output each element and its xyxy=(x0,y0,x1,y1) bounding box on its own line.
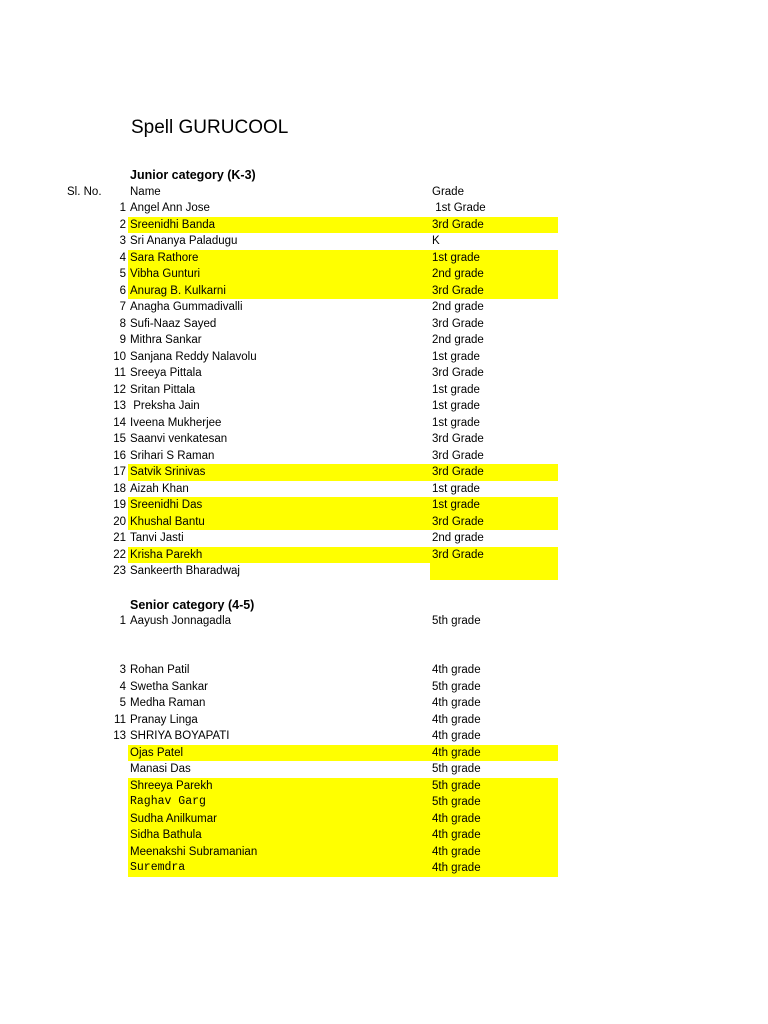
grade-cell: 1st Grade xyxy=(432,202,486,214)
column-header-name: Name xyxy=(130,186,161,198)
serial-number-cell: 6 xyxy=(119,284,126,297)
table-row xyxy=(0,481,768,498)
grade-cell: 1st grade xyxy=(432,251,480,264)
serial-number-cell: 16 xyxy=(113,449,126,462)
table-row xyxy=(0,745,768,762)
serial-number-cell: 3 xyxy=(119,235,126,247)
table-row xyxy=(0,778,768,795)
name-cell: Vibha Gunturi xyxy=(130,268,201,280)
name-cell: Sara Rathore xyxy=(130,251,199,264)
serial-number-cell: 23 xyxy=(113,565,126,577)
table-row xyxy=(0,695,768,712)
grade-cell: 1st grade xyxy=(432,400,480,412)
table-row xyxy=(0,283,768,300)
table-row xyxy=(0,448,768,465)
serial-number-cell: 21 xyxy=(113,532,126,544)
serial-number-cell: 20 xyxy=(113,515,126,528)
serial-number-cell: 18 xyxy=(113,482,126,495)
grade-cell: 1st grade xyxy=(432,482,480,495)
grade-cell: 4th grade xyxy=(432,664,481,676)
name-cell: Medha Raman xyxy=(130,697,206,709)
grade-cell: 3rd Grade xyxy=(432,284,484,297)
grade-cell: 1st grade xyxy=(432,350,480,363)
grade-cell: 2nd grade xyxy=(432,301,484,313)
table-row xyxy=(0,233,768,250)
grade-cell: 3rd Grade xyxy=(432,433,484,445)
serial-number-cell: 13 xyxy=(113,730,126,742)
serial-number-cell: 2 xyxy=(119,218,126,231)
table-row xyxy=(0,398,768,415)
serial-number-cell: 11 xyxy=(114,367,126,379)
name-cell: Suremdra xyxy=(130,861,186,874)
grade-cell: 4th grade xyxy=(432,812,481,825)
serial-number-cell: 4 xyxy=(119,680,126,693)
table-row xyxy=(0,464,768,481)
name-cell: Sreenidhi Banda xyxy=(130,218,216,231)
name-cell: Sreeya Pittala xyxy=(130,367,202,379)
serial-number-cell: 7 xyxy=(119,301,126,313)
serial-number-cell: 5 xyxy=(119,268,126,280)
table-row xyxy=(0,349,768,366)
grade-cell: 4th grade xyxy=(432,697,481,709)
table-row xyxy=(0,250,768,267)
grade-cell: 3rd Grade xyxy=(432,317,484,330)
table-row xyxy=(0,365,768,382)
grade-cell: 5th grade xyxy=(432,680,481,693)
grade-cell: 2nd grade xyxy=(432,334,484,346)
table-row xyxy=(0,382,768,399)
serial-number-cell: 19 xyxy=(113,499,126,511)
grade-cell: 5th grade xyxy=(432,763,481,775)
grade-cell: 4th grade xyxy=(432,862,481,874)
serial-number-cell: 5 xyxy=(119,697,126,709)
name-cell: Meenakshi Subramanian xyxy=(130,845,258,858)
table-row xyxy=(0,497,768,514)
name-cell: Tanvi Jasti xyxy=(130,532,184,544)
name-cell: Angel Ann Jose xyxy=(130,202,210,214)
name-cell: Sritan Pittala xyxy=(130,383,196,396)
name-cell: Manasi Das xyxy=(130,763,191,775)
name-cell: Sufi-Naaz Sayed xyxy=(130,317,217,330)
table-row xyxy=(0,662,768,679)
table-row xyxy=(0,827,768,844)
table-row xyxy=(0,547,768,564)
name-cell: Sankeerth Bharadwaj xyxy=(130,565,240,577)
name-cell: Ojas Patel xyxy=(130,746,184,759)
grade-cell: 3rd Grade xyxy=(432,367,484,379)
name-cell: Swetha Sankar xyxy=(130,680,208,693)
table-row xyxy=(0,332,768,349)
serial-number-cell: 13 xyxy=(113,400,126,412)
highlight-cell xyxy=(430,563,558,580)
name-cell: Srihari S Raman xyxy=(130,449,215,462)
grade-cell: 5th grade xyxy=(432,796,481,808)
table-row xyxy=(0,811,768,828)
name-cell: Aizah Khan xyxy=(130,482,189,495)
grade-cell: 1st grade xyxy=(432,383,480,396)
table-row xyxy=(0,712,768,729)
name-cell: SHRIYA BOYAPATI xyxy=(130,730,230,742)
name-cell: Sreenidhi Das xyxy=(130,499,203,511)
grade-cell: 4th grade xyxy=(432,829,481,841)
grade-cell: 1st grade xyxy=(432,499,480,511)
table-row xyxy=(0,679,768,696)
grade-cell: 3rd Grade xyxy=(432,449,484,462)
name-cell: Iveena Mukherjee xyxy=(130,416,222,429)
grade-cell: 4th grade xyxy=(432,713,481,726)
table-row xyxy=(0,217,768,234)
table-row xyxy=(0,563,768,580)
table-row xyxy=(0,844,768,861)
table-row xyxy=(0,728,768,745)
page-title: Spell GURUCOOL xyxy=(131,117,289,138)
grade-cell: 3rd Grade xyxy=(432,548,484,561)
serial-number-cell: 17 xyxy=(113,466,126,478)
serial-number-cell: 9 xyxy=(119,334,126,346)
name-cell: Anurag B. Kulkarni xyxy=(130,284,226,297)
serial-number-cell: 8 xyxy=(119,317,126,330)
name-cell: Sidha Bathula xyxy=(130,829,202,841)
serial-number-cell: 11 xyxy=(114,713,126,726)
grade-cell: 3rd Grade xyxy=(432,466,484,478)
name-cell: Saanvi venkatesan xyxy=(130,433,228,445)
grade-cell: 3rd Grade xyxy=(432,218,484,231)
name-cell: Mithra Sankar xyxy=(130,334,202,346)
name-cell: Sudha Anilkumar xyxy=(130,812,217,825)
serial-number-cell: 3 xyxy=(119,664,126,676)
table-row xyxy=(0,613,768,630)
name-cell: Preksha Jain xyxy=(130,400,200,412)
table-row xyxy=(0,415,768,432)
name-cell: Satvik Srinivas xyxy=(130,466,206,478)
serial-number-cell: 22 xyxy=(113,548,126,561)
column-header-sl-no: Sl. No. xyxy=(67,186,102,198)
name-cell: Shreeya Parekh xyxy=(130,779,213,792)
table-row xyxy=(0,860,768,877)
table-row xyxy=(0,514,768,531)
name-cell: Krisha Parekh xyxy=(130,548,203,561)
name-cell: Sanjana Reddy Nalavolu xyxy=(130,350,257,363)
serial-number-cell: 1 xyxy=(119,202,126,214)
senior-category-heading: Senior category (4-5) xyxy=(130,598,255,612)
name-cell: Aayush Jonnagadla xyxy=(130,615,232,627)
table-row xyxy=(0,299,768,316)
table-row xyxy=(0,431,768,448)
grade-cell: 4th grade xyxy=(432,730,481,742)
table-row xyxy=(0,530,768,547)
name-cell: Raghav Garg xyxy=(130,795,206,808)
serial-number-cell: 14 xyxy=(113,416,126,429)
serial-number-cell: 12 xyxy=(113,383,126,396)
grade-cell: 5th grade xyxy=(432,779,481,792)
grade-cell: K xyxy=(432,235,440,247)
grade-cell: 4th grade xyxy=(432,746,481,759)
grade-cell: 3rd Grade xyxy=(432,515,484,528)
table-row xyxy=(0,316,768,333)
table-row xyxy=(0,266,768,283)
serial-number-cell: 1 xyxy=(119,615,126,627)
grade-cell: 5th grade xyxy=(432,615,481,627)
table-row xyxy=(0,794,768,811)
serial-number-cell: 10 xyxy=(113,350,126,363)
grade-cell: 2nd grade xyxy=(432,268,484,280)
name-cell: Pranay Linga xyxy=(130,713,198,726)
name-cell: Anagha Gummadivalli xyxy=(130,301,243,313)
name-cell: Rohan Patil xyxy=(130,664,190,676)
table-row xyxy=(0,200,768,217)
column-header-grade: Grade xyxy=(432,186,464,198)
serial-number-cell: 15 xyxy=(113,433,126,445)
serial-number-cell: 4 xyxy=(119,251,126,264)
name-cell: Sri Ananya Paladugu xyxy=(130,235,238,247)
grade-cell: 1st grade xyxy=(432,416,480,429)
grade-cell: 2nd grade xyxy=(432,532,484,544)
junior-category-heading: Junior category (K-3) xyxy=(130,168,256,182)
name-cell: Khushal Bantu xyxy=(130,515,205,528)
table-row xyxy=(0,761,768,778)
grade-cell: 4th grade xyxy=(432,845,481,858)
